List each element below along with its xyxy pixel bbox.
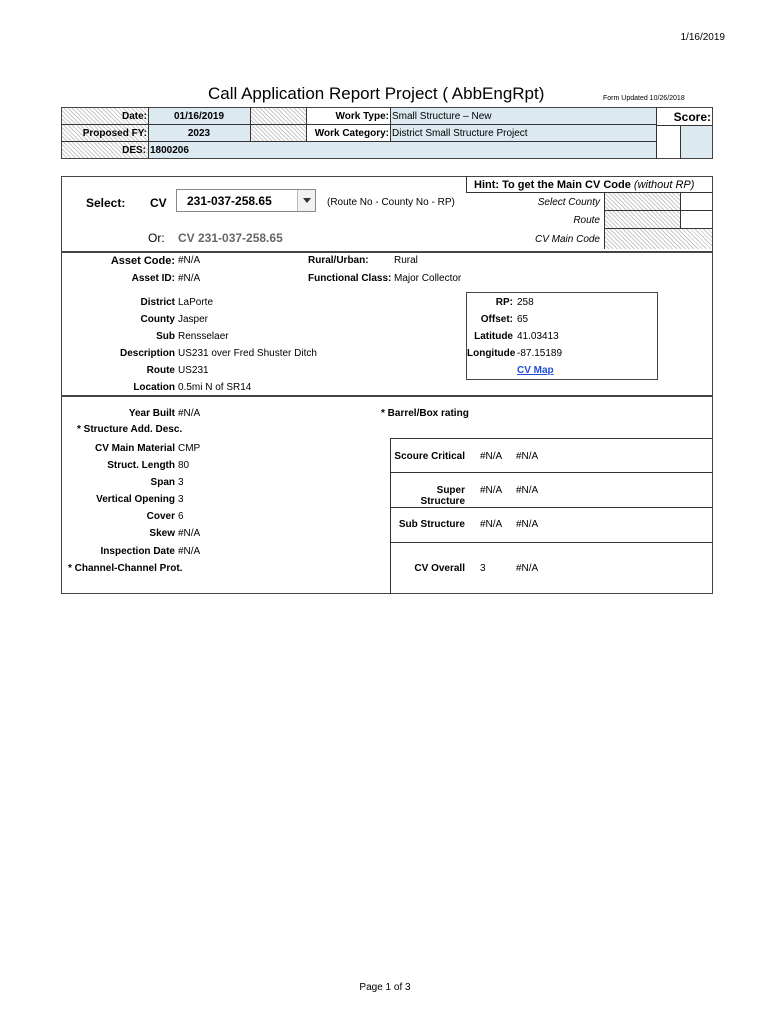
location-row-value: 0.5mi N of SR14 [178, 382, 252, 393]
rural-urban-value: Rural [394, 255, 418, 266]
structure-row-label: Skew [149, 528, 175, 539]
work-type-label: Work Type: [335, 111, 389, 122]
year-built-value: #N/A [178, 408, 201, 419]
work-type-value: Small Structure – New [392, 111, 492, 122]
date-value: 01/16/2019 [173, 111, 225, 122]
route-hint: (Route No - County No - RP) [327, 197, 455, 208]
latitude-value: 41.03413 [517, 331, 559, 342]
location-row-label: Description [119, 348, 175, 359]
offset-label: Offset: [480, 314, 513, 325]
rp-value: 258 [517, 297, 534, 308]
rating-value-1: #N/A [480, 519, 503, 530]
rating-value-1: #N/A [480, 485, 503, 496]
structure-row-value: #N/A [178, 546, 201, 557]
rating-value-1: #N/A [480, 451, 503, 462]
route-input[interactable] [604, 211, 680, 228]
structure-row-value: 3 [178, 494, 184, 505]
chevron-down-icon[interactable] [297, 190, 315, 211]
longitude-label: Longitude [467, 348, 516, 359]
rating-label: Sub Structure [398, 519, 465, 530]
page-number: Page 1 of 3 [359, 982, 411, 993]
work-category-label: Work Category: [314, 128, 389, 139]
structure-add-desc-label: * Structure Add. Desc. [77, 424, 183, 435]
location-row-value: US231 over Fred Shuster Ditch [178, 348, 317, 359]
asset-id-value: #N/A [178, 273, 201, 284]
rating-value-2: #N/A [516, 451, 539, 462]
rating-label: CV Overall [414, 563, 465, 574]
structure-row-value: 3 [178, 477, 184, 488]
structure-row-label: Span [150, 477, 175, 488]
structure-row-label: Vertical Opening [96, 494, 175, 505]
channel-prot-label: * Channel-Channel Prot. [68, 563, 183, 574]
or-value: CV 231-037-258.65 [178, 231, 283, 245]
location-row-label: County [140, 314, 175, 325]
functional-class-value: Major Collector [394, 273, 462, 284]
cv-main-code-input[interactable] [604, 229, 712, 249]
rating-value-2: #N/A [516, 485, 539, 496]
rating-label: Scoure Critical [394, 451, 465, 462]
work-category-value: District Small Structure Project [392, 128, 528, 139]
rural-urban-label: Rural/Urban: [308, 255, 369, 266]
location-row-value: US231 [178, 365, 209, 376]
location-row-label: Location [133, 382, 175, 393]
structure-row-value: CMP [178, 443, 201, 454]
rp-label: RP: [495, 297, 513, 308]
cv-main-code-label: CV Main Code [534, 234, 600, 245]
select-label: Select: [86, 196, 126, 210]
cv-dropdown[interactable] [176, 189, 316, 212]
longitude-value: -87.15189 [517, 348, 563, 359]
structure-row-label: CV Main Material [94, 443, 175, 454]
hint-label: Hint: To get the Main CV Code (without RP) [474, 179, 695, 191]
year-built-label: Year Built [128, 408, 175, 419]
cv-dropdown-value: 231-037-258.65 [187, 194, 272, 208]
proposed-fy-value: 2023 [187, 128, 211, 139]
location-row-label: Route [146, 365, 175, 376]
des-label: DES: [122, 145, 146, 156]
location-row-label: Sub [156, 331, 175, 342]
structure-row-value: 6 [178, 511, 184, 522]
score-label: Score: [673, 110, 711, 124]
route-label: Route [573, 215, 600, 226]
rating-label: Super Structure [420, 485, 465, 507]
barrel-box-label: * Barrel/Box rating [381, 408, 469, 419]
page-title: Call Application Report Project ( AbbEngRpt) [208, 84, 545, 103]
structure-row-label: Struct. Length [107, 460, 175, 471]
structure-row-value: #N/A [178, 528, 201, 539]
structure-row-label: Inspection Date [100, 546, 175, 557]
latitude-label: Latitude [474, 331, 513, 342]
location-row-value: LaPorte [178, 297, 214, 308]
page-date: 1/16/2019 [680, 32, 725, 43]
rating-value-2: #N/A [516, 519, 539, 530]
asset-code-label: Asset Code: [110, 255, 175, 267]
rating-value-2: #N/A [516, 563, 539, 574]
location-row-value: Jasper [178, 314, 209, 325]
functional-class-label: Functional Class: [308, 273, 392, 284]
date-label: Date: [121, 111, 147, 122]
select-county-input[interactable] [604, 193, 680, 210]
cv-map-link[interactable]: CV Map [517, 365, 554, 376]
offset-value: 65 [517, 314, 529, 325]
des-value: 1800206 [150, 145, 189, 156]
select-county-label: Select County [537, 197, 600, 208]
proposed-fy-label: Proposed FY: [82, 128, 147, 139]
location-row-label: District [140, 297, 175, 308]
asset-id-label: Asset ID: [131, 273, 175, 284]
form-updated: Form Updated 10/26/2018 [603, 95, 685, 102]
rating-value-1: 3 [480, 563, 486, 574]
location-row-value: Rensselaer [178, 331, 229, 342]
cv-label: CV [150, 196, 167, 210]
structure-row-value: 80 [178, 460, 190, 471]
asset-code-value: #N/A [178, 255, 201, 266]
structure-row-label: Cover [146, 511, 175, 522]
or-label: Or: [148, 231, 165, 245]
